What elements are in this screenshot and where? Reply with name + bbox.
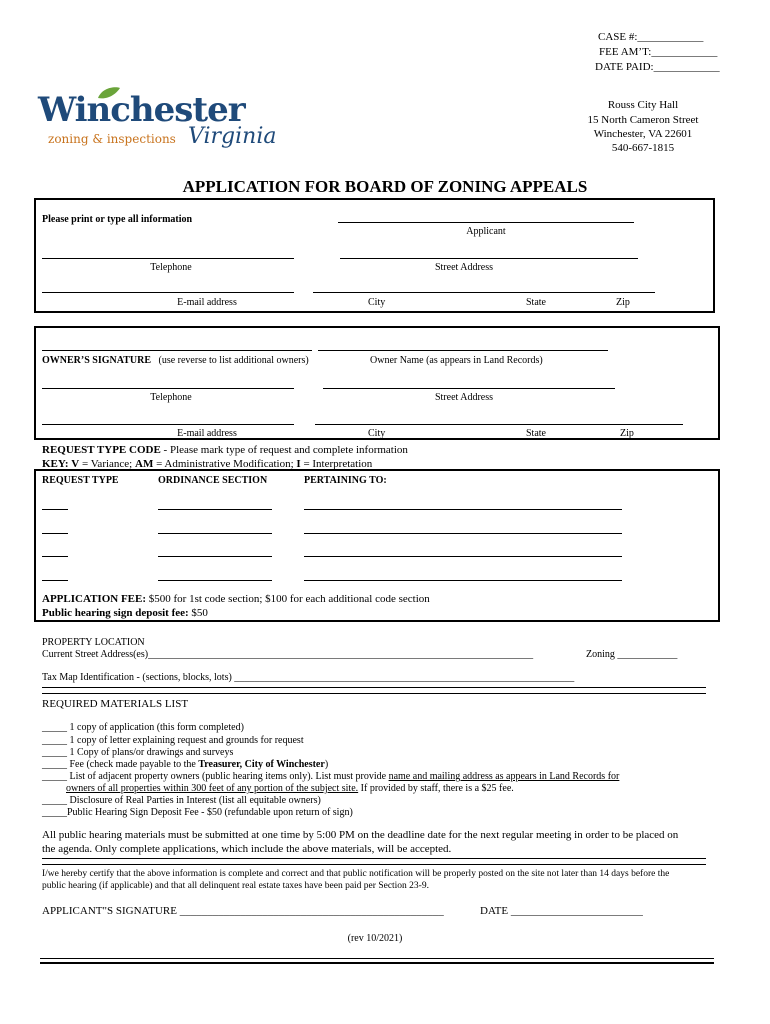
applicant-city-label: City (368, 297, 386, 308)
ordinance-section-field[interactable] (158, 533, 272, 534)
materials-item: _____ 1 Copy of plans/or drawings and surveys (42, 747, 234, 758)
materials-item-continued: owners of all properties within 300 feet of any portion of the subject site. If provided by staff, there is a $25 fee. (66, 783, 514, 794)
notice-line2: the agenda. Only complete applications, which include the above materials, will be accepted. (42, 843, 452, 855)
owner-email-field[interactable] (42, 424, 294, 425)
owner-telephone-label: Telephone (150, 392, 192, 403)
materials-item: _____ Disclosure of Real Parties in Interest (list all equitable owners) (42, 795, 321, 806)
logo-name: Winchester (38, 90, 245, 130)
applicant-street-label: Street Address (434, 262, 494, 273)
separator (42, 687, 706, 694)
separator (42, 858, 706, 865)
certify-line1: I/we hereby certify that the above information is complete and correct and that public notification will be properly posted on the site not later than 14 days before the (42, 869, 670, 879)
address-line3: Winchester, VA 22601 (593, 128, 693, 140)
pertaining-to-field[interactable] (304, 580, 622, 581)
sign-deposit-fee: Public hearing sign deposit fee: $50 (42, 607, 208, 619)
date-field[interactable]: DATE ________________________ (480, 905, 643, 917)
request-type-field[interactable] (42, 509, 68, 510)
notice-line1: All public hearing materials must be submitted at one time by 5:00 PM on the deadline date for the next regular meeting in order to be placed on (42, 829, 679, 841)
owner-zip-label: Zip (620, 428, 634, 439)
page-title: APPLICATION FOR BOARD OF ZONING APPEALS (182, 177, 588, 196)
materials-item: _____Public Hearing Sign Deposit Fee - $50 (refundable upon return of sign) (42, 807, 353, 818)
request-type-field[interactable] (42, 533, 68, 534)
col-request-type: REQUEST TYPE (42, 475, 119, 486)
revision-note: (rev 10/2021) (347, 933, 403, 944)
pertaining-to-field[interactable] (304, 509, 622, 510)
applicant-telephone-field[interactable] (42, 258, 294, 259)
owner-email-label: E-mail address (177, 428, 237, 439)
request-type-field[interactable] (42, 580, 68, 581)
owner-name-field[interactable] (318, 350, 608, 351)
materials-item: _____ 1 copy of letter explaining request and grounds for request (42, 735, 304, 746)
case-number: CASE #:____________ (598, 31, 704, 43)
tax-map-field[interactable]: Tax Map Identification - (sections, blocks, lots) ____________________________________________________________________ (42, 672, 575, 683)
owner-signature-field[interactable] (42, 350, 312, 351)
logo-tagline: zoning & inspections (48, 132, 176, 146)
owner-city-label: City (368, 428, 386, 439)
materials-item: _____ List of adjacent property owners (public hearing items only). List must provide name and mailing address as appears in Land Records for (42, 771, 620, 782)
owner-name-label: Owner Name (as appears in Land Records) (370, 355, 543, 366)
winchester-logo (36, 84, 276, 154)
materials-item: _____ 1 copy of application (this form completed) (42, 722, 244, 733)
col-pertaining-to: PERTAINING TO: (304, 475, 387, 486)
applicant-field[interactable] (338, 222, 634, 223)
owner-city-state-zip-field[interactable] (315, 424, 683, 425)
pertaining-to-field[interactable] (304, 533, 622, 534)
date-paid: DATE PAID:____________ (595, 61, 720, 73)
owner-signature-label: OWNER’S SIGNATURE (use reverse to list additional owners) (42, 355, 309, 366)
owner-street-field[interactable] (323, 388, 615, 389)
street-address-field[interactable]: Current Street Address(es)_____________________________________________________________________________ (42, 649, 534, 660)
footer-rule (40, 958, 714, 964)
applicant-telephone-label: Telephone (150, 262, 192, 273)
applicant-city-state-zip-field[interactable] (313, 292, 655, 293)
applicant-street-field[interactable] (340, 258, 638, 259)
applicant-email-field[interactable] (42, 292, 294, 293)
request-type-field[interactable] (42, 556, 68, 557)
ordinance-section-field[interactable] (158, 509, 272, 510)
owner-state-label: State (526, 428, 546, 439)
print-instruction: Please print or type all information (42, 214, 193, 225)
pertaining-to-field[interactable] (304, 556, 622, 557)
owner-section (34, 326, 720, 440)
property-location-heading: PROPERTY LOCATION (42, 637, 145, 648)
address-line1: Rouss City Hall (607, 99, 679, 111)
request-key: KEY: V = Variance; AM = Administrative Modification; I = Interpretation (42, 458, 373, 470)
applicant-state-label: State (526, 297, 546, 308)
materials-heading: REQUIRED MATERIALS LIST (42, 698, 189, 710)
col-ordinance-section: ORDINANCE SECTION (158, 475, 268, 486)
applicant-email-label: E-mail address (177, 297, 237, 308)
logo-state: Virginia (188, 124, 277, 149)
ordinance-section-field[interactable] (158, 580, 272, 581)
request-type-code: REQUEST TYPE CODE - Please mark type of request and complete information (42, 444, 408, 456)
applicant-label: Applicant (466, 226, 506, 237)
application-fee: APPLICATION FEE: $500 for 1st code section; $100 for each additional code section (42, 593, 430, 605)
applicant-zip-label: Zip (616, 297, 630, 308)
certify-line2: public hearing (if applicable) and that all delinquent real estate taxes have been paid per Section 23-9. (42, 881, 429, 891)
owner-street-label: Street Address (434, 392, 494, 403)
materials-item: _____ Fee (check made payable to the Treasurer, City of Winchester) (42, 759, 329, 770)
zoning-field[interactable]: Zoning ____________ (586, 649, 678, 660)
address-line4: 540-667-1815 (611, 142, 675, 154)
ordinance-section-field[interactable] (158, 556, 272, 557)
owner-telephone-field[interactable] (42, 388, 294, 389)
applicant-signature-field[interactable]: APPLICANT"S SIGNATURE ________________________________________________ (42, 905, 444, 917)
fee-amount: FEE AM’T:____________ (599, 46, 718, 58)
address-line2: 15 North Cameron Street (587, 114, 699, 126)
